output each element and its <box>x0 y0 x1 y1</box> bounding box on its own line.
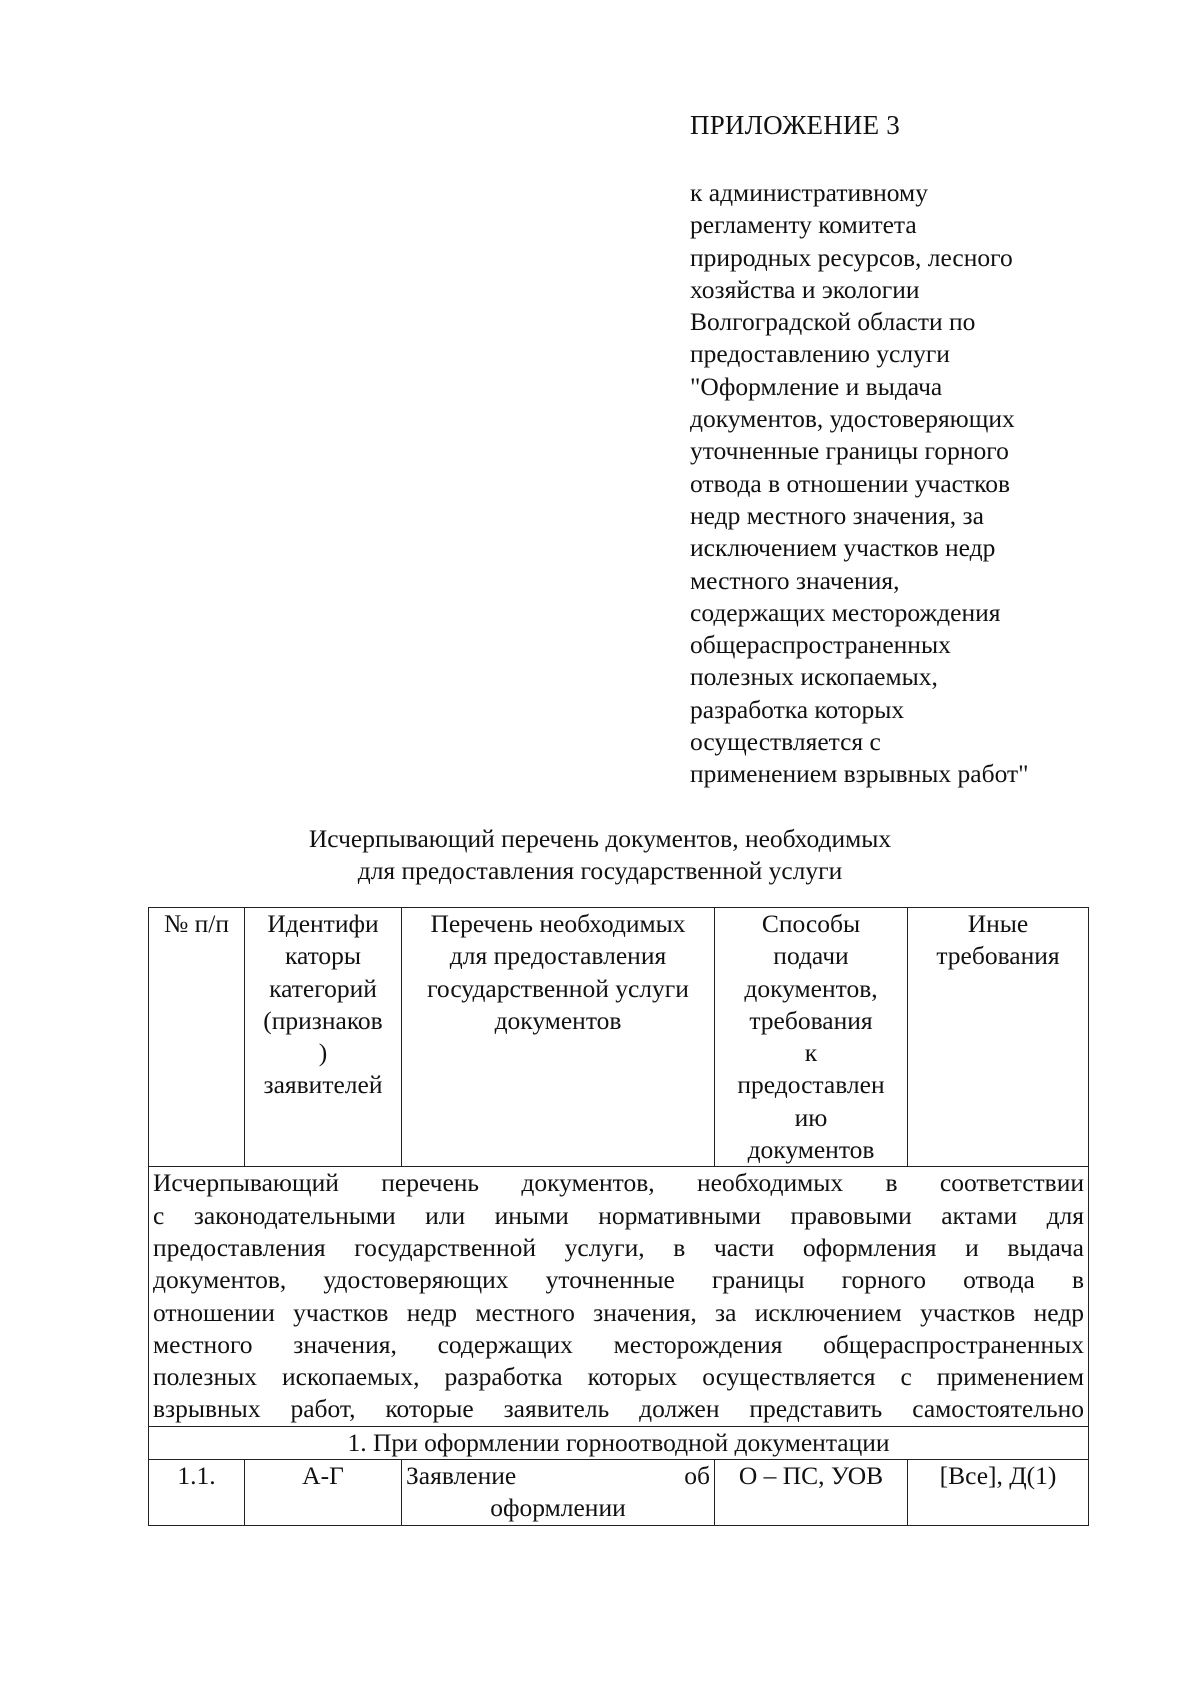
appendix-line: отвода в отношении участков <box>690 468 1010 498</box>
appendix-line: "Оформление и выдача <box>690 371 943 401</box>
appendix-line: документов, удостоверяющих <box>690 404 1015 434</box>
appendix-reference <box>690 177 1110 791</box>
table-section-row <box>149 1426 1089 1459</box>
appendix-line: разработка которых <box>690 694 905 724</box>
appendix-line: хозяйства и экологии <box>690 274 920 304</box>
appendix-line: полезных ископаемых, <box>690 662 938 692</box>
header-number: № п/п <box>149 908 245 1167</box>
table-row <box>149 1460 1089 1526</box>
appendix-title: ПРИЛОЖЕНИЕ 3 <box>690 110 900 140</box>
appendix-line: осуществляется с <box>690 727 881 757</box>
appendix-line: исключением участков недр <box>690 533 996 563</box>
documents-table <box>148 907 1089 1526</box>
header-identifiers: Идентифи каторы категорий (признаков ) заявителей <box>245 908 402 1167</box>
row-other-requirements: [Все], Д(1) <box>908 1460 1089 1526</box>
intro-paragraph: Исчерпывающий перечень документов, необходимых в соответствии с законодательными или иными нормативными правовыми актами для предоставления государственной услуги, в части оформления и выдача документов, удостоверяющих уточненные границы горного отвода в отношении участков недр местного значения, за исключением участков недр местного значения, содержащих месторождения общераспространенных полезных ископаемых, разработка которых осуществляется с применением взрывных работ, которые заявитель должен представить самостоятельно <box>149 1167 1089 1426</box>
table-header-row <box>149 908 1089 1167</box>
appendix-line: Волгоградской области по <box>690 307 976 337</box>
row-submission-methods: О – ПС, УОВ <box>715 1460 908 1526</box>
document-heading <box>0 823 1200 887</box>
appendix-line: к административному <box>690 178 928 207</box>
header-document-list: Перечень необходимых для предоставления государственной услуги документов <box>402 908 715 1167</box>
row-number: 1.1. <box>149 1460 245 1526</box>
appendix-line: уточненные границы горного <box>690 436 1009 466</box>
heading-line: Исчерпывающий перечень документов, необходимых <box>308 824 892 853</box>
appendix-line: предоставлению услуги <box>690 339 950 369</box>
appendix-line: местного значения, <box>690 565 900 595</box>
appendix-line: общераспространенных <box>690 630 951 660</box>
row-document-name: Заявление об оформлении <box>402 1460 715 1526</box>
heading-line: для предоставления государственной услуги <box>357 856 843 885</box>
section-title: 1. При оформлении горноотводной документации <box>149 1426 1089 1459</box>
appendix-line: содержащих месторождения <box>690 597 1001 627</box>
appendix-line: природных ресурсов, лесного <box>690 242 1013 272</box>
table-intro-row <box>149 1167 1089 1426</box>
header-submission-methods: Способы подачи документов, требования к предоставлен ию документов <box>715 908 908 1167</box>
appendix-line: регламенту комитета <box>690 210 917 240</box>
header-other-requirements: Иные требования <box>908 908 1089 1167</box>
appendix-line: недр местного значения, за <box>690 500 984 530</box>
appendix-line: применением взрывных работ" <box>690 759 1029 789</box>
row-identifiers: А-Г <box>245 1460 402 1526</box>
